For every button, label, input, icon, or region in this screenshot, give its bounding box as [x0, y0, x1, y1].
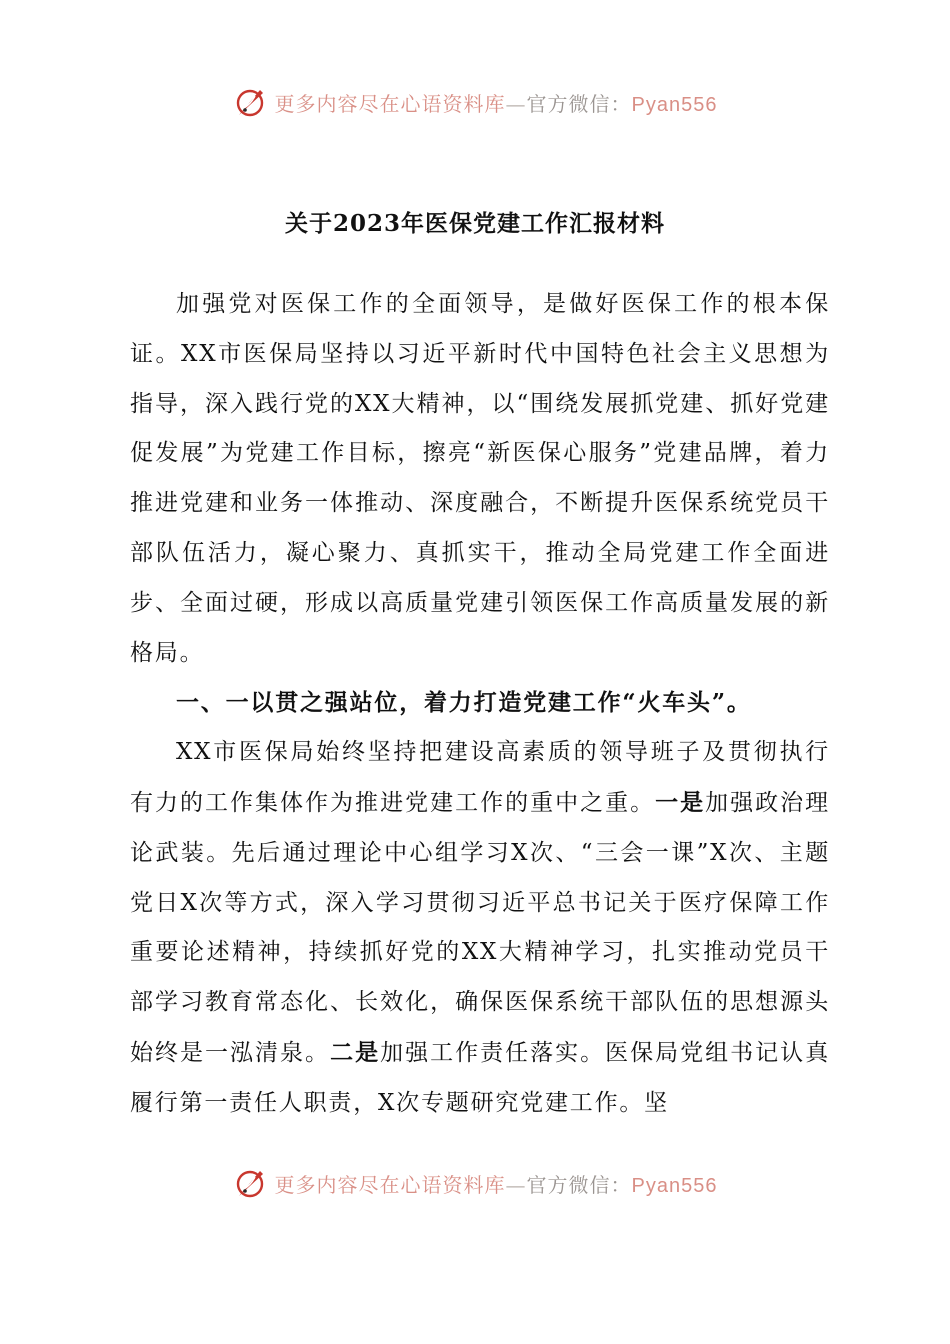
header-watermark-banner	[0, 82, 950, 122]
document-body	[130, 280, 830, 1129]
point-1-text: 加强政治理论武装。先后通过理论中心组学习X次、“三会一课”X次、主题党日X次等方式，深入学习贯彻习近平总书记关于医疗保障工作重要论述精神，持续抓好党的XX大精神学习，扎实推动党员干部学习教育常态化、长效化，确保医保系统干部队伍的思想源头始终是一泓清泉。	[130, 789, 830, 1066]
section-1-intro: XX市医保局始终坚持把建设高素质的领导班子及贯彻执行有力的工作集体作为推进党建工作的重中之重。	[130, 739, 830, 816]
footer-watermark-banner	[0, 1163, 950, 1203]
watermark-dash: —	[505, 1172, 527, 1197]
watermark-main: 更多内容尽在心语资料库	[274, 91, 506, 116]
document-title: 关于2023年医保党建工作汇报材料	[284, 210, 665, 237]
point-1-label: 一是	[655, 788, 706, 816]
intro-paragraph: 加强党对医保工作的全面领导，是做好医保工作的根本保证。XX市医保局坚持以习近平新时代中国特色社会主义思想为指导，深入践行党的XX大精神，以“围绕发展抓党建、抓好党建促发展”为党建工作目标，擦亮“新医保心服务”党建品牌，着力推进党建和业务一体推动、深度融合，不断提升医保系统党员干部队伍活力，凝心聚力、真抓实干，推动全局党建工作全面进步、全面过硬，形成以高质量党建引领医保工作高质量发展的新格局。	[130, 291, 830, 666]
section-1-paragraph	[130, 728, 830, 1128]
point-2-text: 加强工作责任落实。医保局党组书记认真履行第一责任人职责，X次专题研究党建工作。坚	[130, 1039, 830, 1116]
watermark-main: 更多内容尽在心语资料库	[274, 1172, 506, 1197]
quill-logo-icon	[233, 1165, 269, 1201]
section-heading-1: 一、一以贯之强站位，着力打造党建工作“火车头”。	[176, 689, 752, 717]
watermark-wechat-id: Pyan556	[631, 93, 718, 116]
point-2-label: 二是	[330, 1038, 381, 1066]
watermark-label: 官方微信：	[526, 91, 632, 116]
watermark-text	[275, 1169, 718, 1198]
watermark-dash: —	[505, 91, 527, 116]
watermark-label: 官方微信：	[526, 1172, 632, 1197]
watermark-text	[275, 88, 718, 117]
watermark-wechat-id: Pyan556	[631, 1174, 718, 1197]
quill-logo-icon	[233, 84, 269, 120]
